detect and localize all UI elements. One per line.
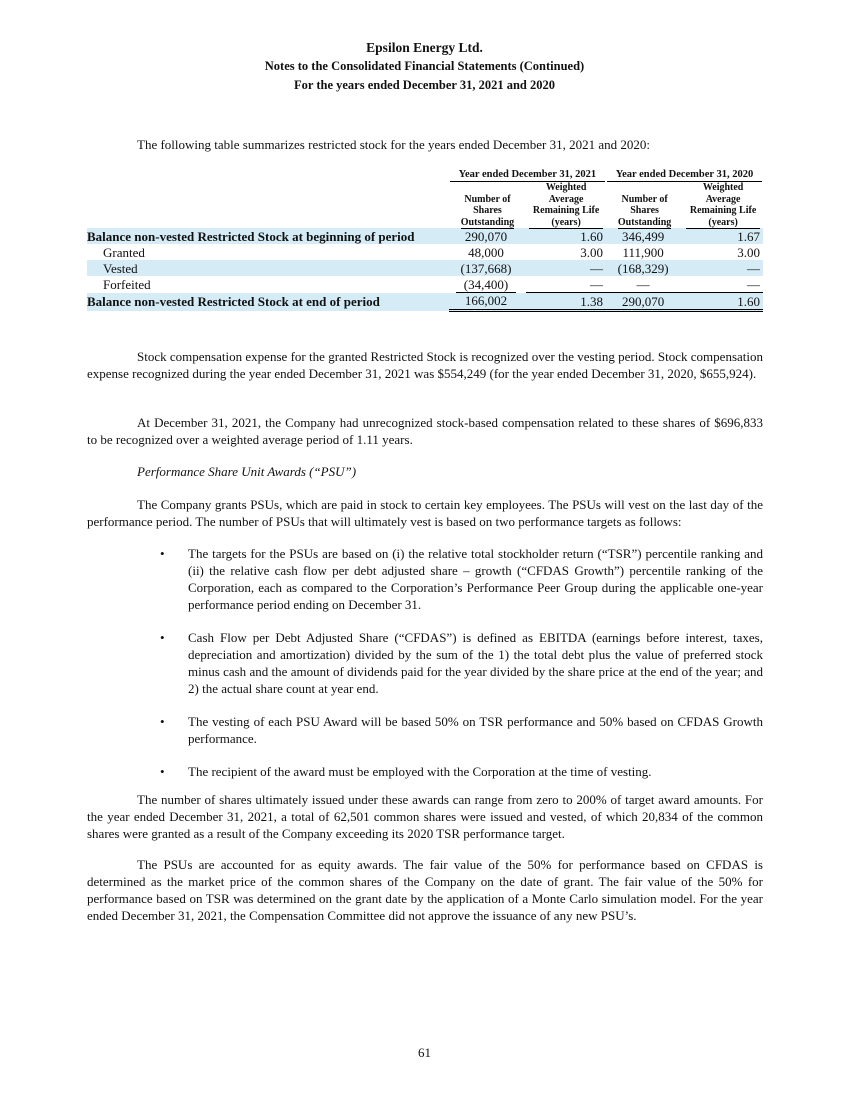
cell-shares-2020: (168,329) <box>606 260 683 276</box>
cell-shares-2021: (34,400) <box>449 276 527 293</box>
cell-shares-2021: (137,668) <box>449 260 527 276</box>
col-header-shares-2021: Number of Shares Outstanding <box>460 193 515 228</box>
cell-shares-2020: 290,070 <box>606 293 683 311</box>
cell-shares-2021: 166,002 <box>449 293 527 311</box>
cell-life-2020: 1.60 <box>683 293 763 311</box>
cell-shares-2020: — <box>606 276 683 293</box>
page-header <box>0 38 849 95</box>
paragraph-stock-comp-expense: Stock compensation expense for the granted Restricted Stock is recognized over the vesting period. Stock compensation expense recognized during the year ended December 31, 2021 was $554,249 (for the year ended December 31, 2020, $655,924). <box>87 349 763 381</box>
table-row-ending-balance <box>87 293 763 311</box>
cell-shares-2021: 48,000 <box>468 244 504 260</box>
paragraph-unrecognized-comp: At December 31, 2021, the Company had unrecognized stock-based compensation related to these shares of $696,833 to be recognized over a weighted average period of 1.11 years. <box>87 415 763 447</box>
company-name: Epsilon Energy Ltd. <box>366 40 483 55</box>
col-header-shares-2020: Number of Shares Outstanding <box>617 193 672 228</box>
cell-life-2020: 3.00 <box>737 244 760 260</box>
cell-shares-2020: 111,900 <box>622 244 664 260</box>
bullet-list <box>160 545 763 796</box>
row-label: Balance non-vested Restricted Stock at beginning of period <box>87 228 449 244</box>
cell-life-2021: — <box>526 260 606 276</box>
list-item: • Cash Flow per Debt Adjusted Share (“CFDAS”) is defined as EBITDA (earnings before interest, taxes, depreciation and amortization) divided by the sum of the 1) the total debt plus the value of preferred stock minus cash and the amount of dividends paid for the year divided by the share price at the end of the year; and 2) the actual share count at year end. <box>160 630 763 696</box>
row-label: Granted <box>103 244 145 260</box>
list-item: • The targets for the PSUs are based on (i) the relative total stockholder return (“TSR”) percentile ranking and (ii) the relative cash flow per debt adjusted share – growth (“CFDAS Growth”) percentile ranking of the Corporation, each as compared to the Corporation’s Performance Peer Group during the applicable one-year performance period ending on December 31. <box>160 546 763 612</box>
group-header-2021: Year ended December 31, 2021 <box>449 169 606 182</box>
group-header-2020: Year ended December 31, 2020 <box>606 169 763 182</box>
cell-life-2020: 1.67 <box>683 228 763 244</box>
bullet-dot-icon: • <box>160 546 165 561</box>
cell-life-2020: — <box>683 260 763 276</box>
cell-shares-2021: 290,070 <box>449 228 527 244</box>
paragraph-equity-awards: The PSUs are accounted for as equity awards. The fair value of the 50% for performance based on CFDAS is determined as the market price of the common shares of the Company on the date of grant. The fair value of the 50% for performance based on TSR was determined on the grant date by the application of a Monte Carlo simulation model. For the year ended December 31, 2021, the Compensation Committee did not approve the issuance of any new PSU’s. <box>87 857 763 923</box>
notes-title: Notes to the Consolidated Financial Statements (Continued) <box>264 59 585 73</box>
cell-life-2020: — <box>683 276 763 293</box>
col-header-weighted-2020: Weighted Average Remaining Life (years) <box>683 182 763 229</box>
table-row-granted <box>87 244 763 260</box>
paragraph-psu-intro: The Company grants PSUs, which are paid in stock to certain key employees. The PSUs will vest on the last day of the performance period. The number of PSUs that will ultimately vest is based on two performance targets as follows: <box>87 497 763 529</box>
psu-heading: Performance Share Unit Awards (“PSU”) <box>137 464 357 479</box>
table-intro: The following table summarizes restricted stock for the years ended December 31, 2021 and 2020: <box>137 137 650 152</box>
cell-life-2021: 1.38 <box>526 293 606 311</box>
table-row-beginning-balance <box>87 228 763 244</box>
list-item: • The recipient of the award must be employed with the Corporation at the time of vesting. <box>160 764 652 779</box>
cell-life-2021: 3.00 <box>580 244 603 260</box>
row-label: Balance non-vested Restricted Stock at end of period <box>87 293 449 311</box>
cell-life-2021: — <box>526 276 606 293</box>
row-label: Vested <box>87 260 449 276</box>
bullet-dot-icon: • <box>160 714 165 729</box>
table-row-vested <box>87 260 763 276</box>
paragraph-shares-issued: The number of shares ultimately issued under these awards can range from zero to 200% of target award amounts. For the year ended December 31, 2021, a total of 62,501 common shares were issued and vested, of which 20,834 of the common shares were granted as a result of the Company exceeding its 2020 TSR performance target. <box>87 792 763 841</box>
period-title: For the years ended December 31, 2021 and 2020 <box>294 78 555 92</box>
table-row-forfeited <box>87 276 763 293</box>
col-header-weighted-2021: Weighted Average Remaining Life (years) <box>526 182 606 229</box>
cell-shares-2020: 346,499 <box>606 228 683 244</box>
row-label: Forfeited <box>103 276 151 292</box>
list-item: • The vesting of each PSU Award will be based 50% on TSR performance and 50% based on CFDAS Growth performance. <box>160 714 763 746</box>
page-number: 61 <box>418 1045 431 1060</box>
bullet-dot-icon: • <box>160 630 165 645</box>
restricted-stock-table <box>87 169 763 312</box>
bullet-dot-icon: • <box>160 764 165 779</box>
cell-life-2021: 1.60 <box>526 228 606 244</box>
